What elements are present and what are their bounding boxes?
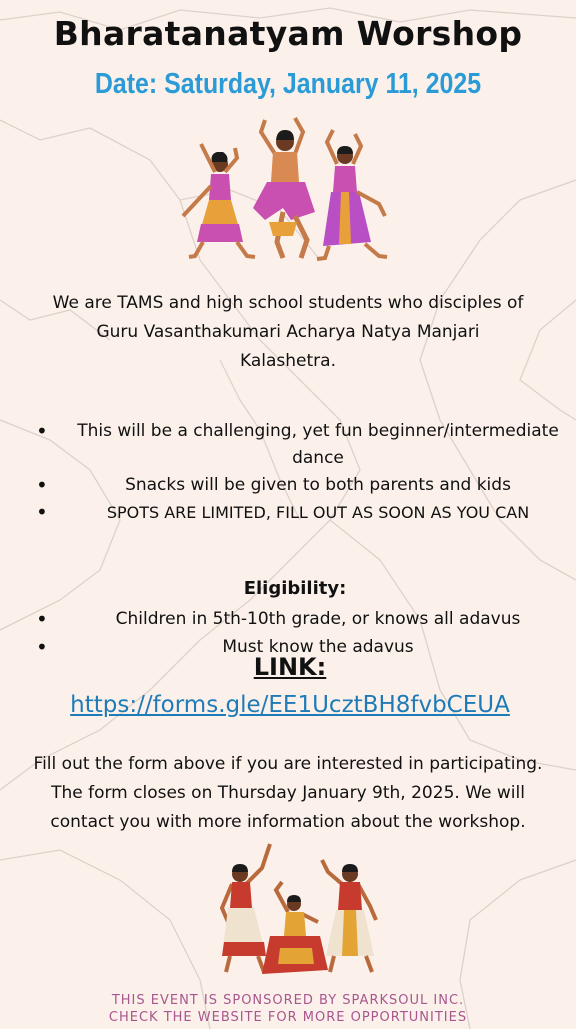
intro-line: Kalashetra. xyxy=(240,351,336,371)
signup-form-link[interactable]: https://forms.gle/EE1UcztBH8fvbCEUA xyxy=(70,692,510,718)
outro-line: The form closes on Thursday January 9th, 2025. We will xyxy=(51,783,525,803)
intro-text xyxy=(0,289,576,376)
eligibility-text: Children in 5th-10th grade, or knows all adavus xyxy=(115,609,521,629)
list-item xyxy=(22,499,576,526)
list-item xyxy=(22,472,576,499)
dancers-group-bottom xyxy=(210,838,386,982)
footer-line: CHECK THE WEBSITE FOR MORE OPPORTUNITIES xyxy=(108,1010,468,1025)
bullet-icon: • xyxy=(36,473,48,497)
outro-line: Fill out the form above if you are interested in participating. xyxy=(33,754,543,774)
bullet-icon: • xyxy=(36,500,48,524)
list-item xyxy=(22,418,576,472)
bullet-text: SPOTS ARE LIMITED, FILL OUT AS SOON AS YOU CAN xyxy=(106,503,530,522)
bullet-icon: • xyxy=(36,635,48,659)
footer-line: THIS EVENT IS SPONSORED BY SPARKSOUL INC. xyxy=(111,993,465,1008)
info-bullet-list xyxy=(22,418,576,526)
link-heading: LINK: xyxy=(253,653,327,681)
eligibility-heading: Eligibility: xyxy=(243,578,347,599)
intro-line: Guru Vasanthakumari Acharya Natya Manjari xyxy=(96,322,480,342)
bullet-text: This will be a challenging, yet fun beginner/intermediate dance xyxy=(77,421,559,468)
list-item xyxy=(22,605,576,633)
outro-text xyxy=(0,750,576,837)
sponsor-footer xyxy=(0,992,576,1026)
outro-line: contact you with more information about the workshop. xyxy=(50,812,526,832)
bullet-icon: • xyxy=(36,607,48,631)
intro-line: We are TAMS and high school students who disciples of xyxy=(52,293,524,313)
event-date: Date: Saturday, January 11, 2025 xyxy=(94,68,482,100)
flyer-title: Bharatanatyam Worshop xyxy=(53,14,523,53)
eligibility-text: Must know the adavus xyxy=(222,637,414,657)
dancers-trio-top xyxy=(165,112,405,266)
bullet-text: Snacks will be given to both parents and kids xyxy=(125,475,511,495)
bullet-icon: • xyxy=(36,419,48,443)
